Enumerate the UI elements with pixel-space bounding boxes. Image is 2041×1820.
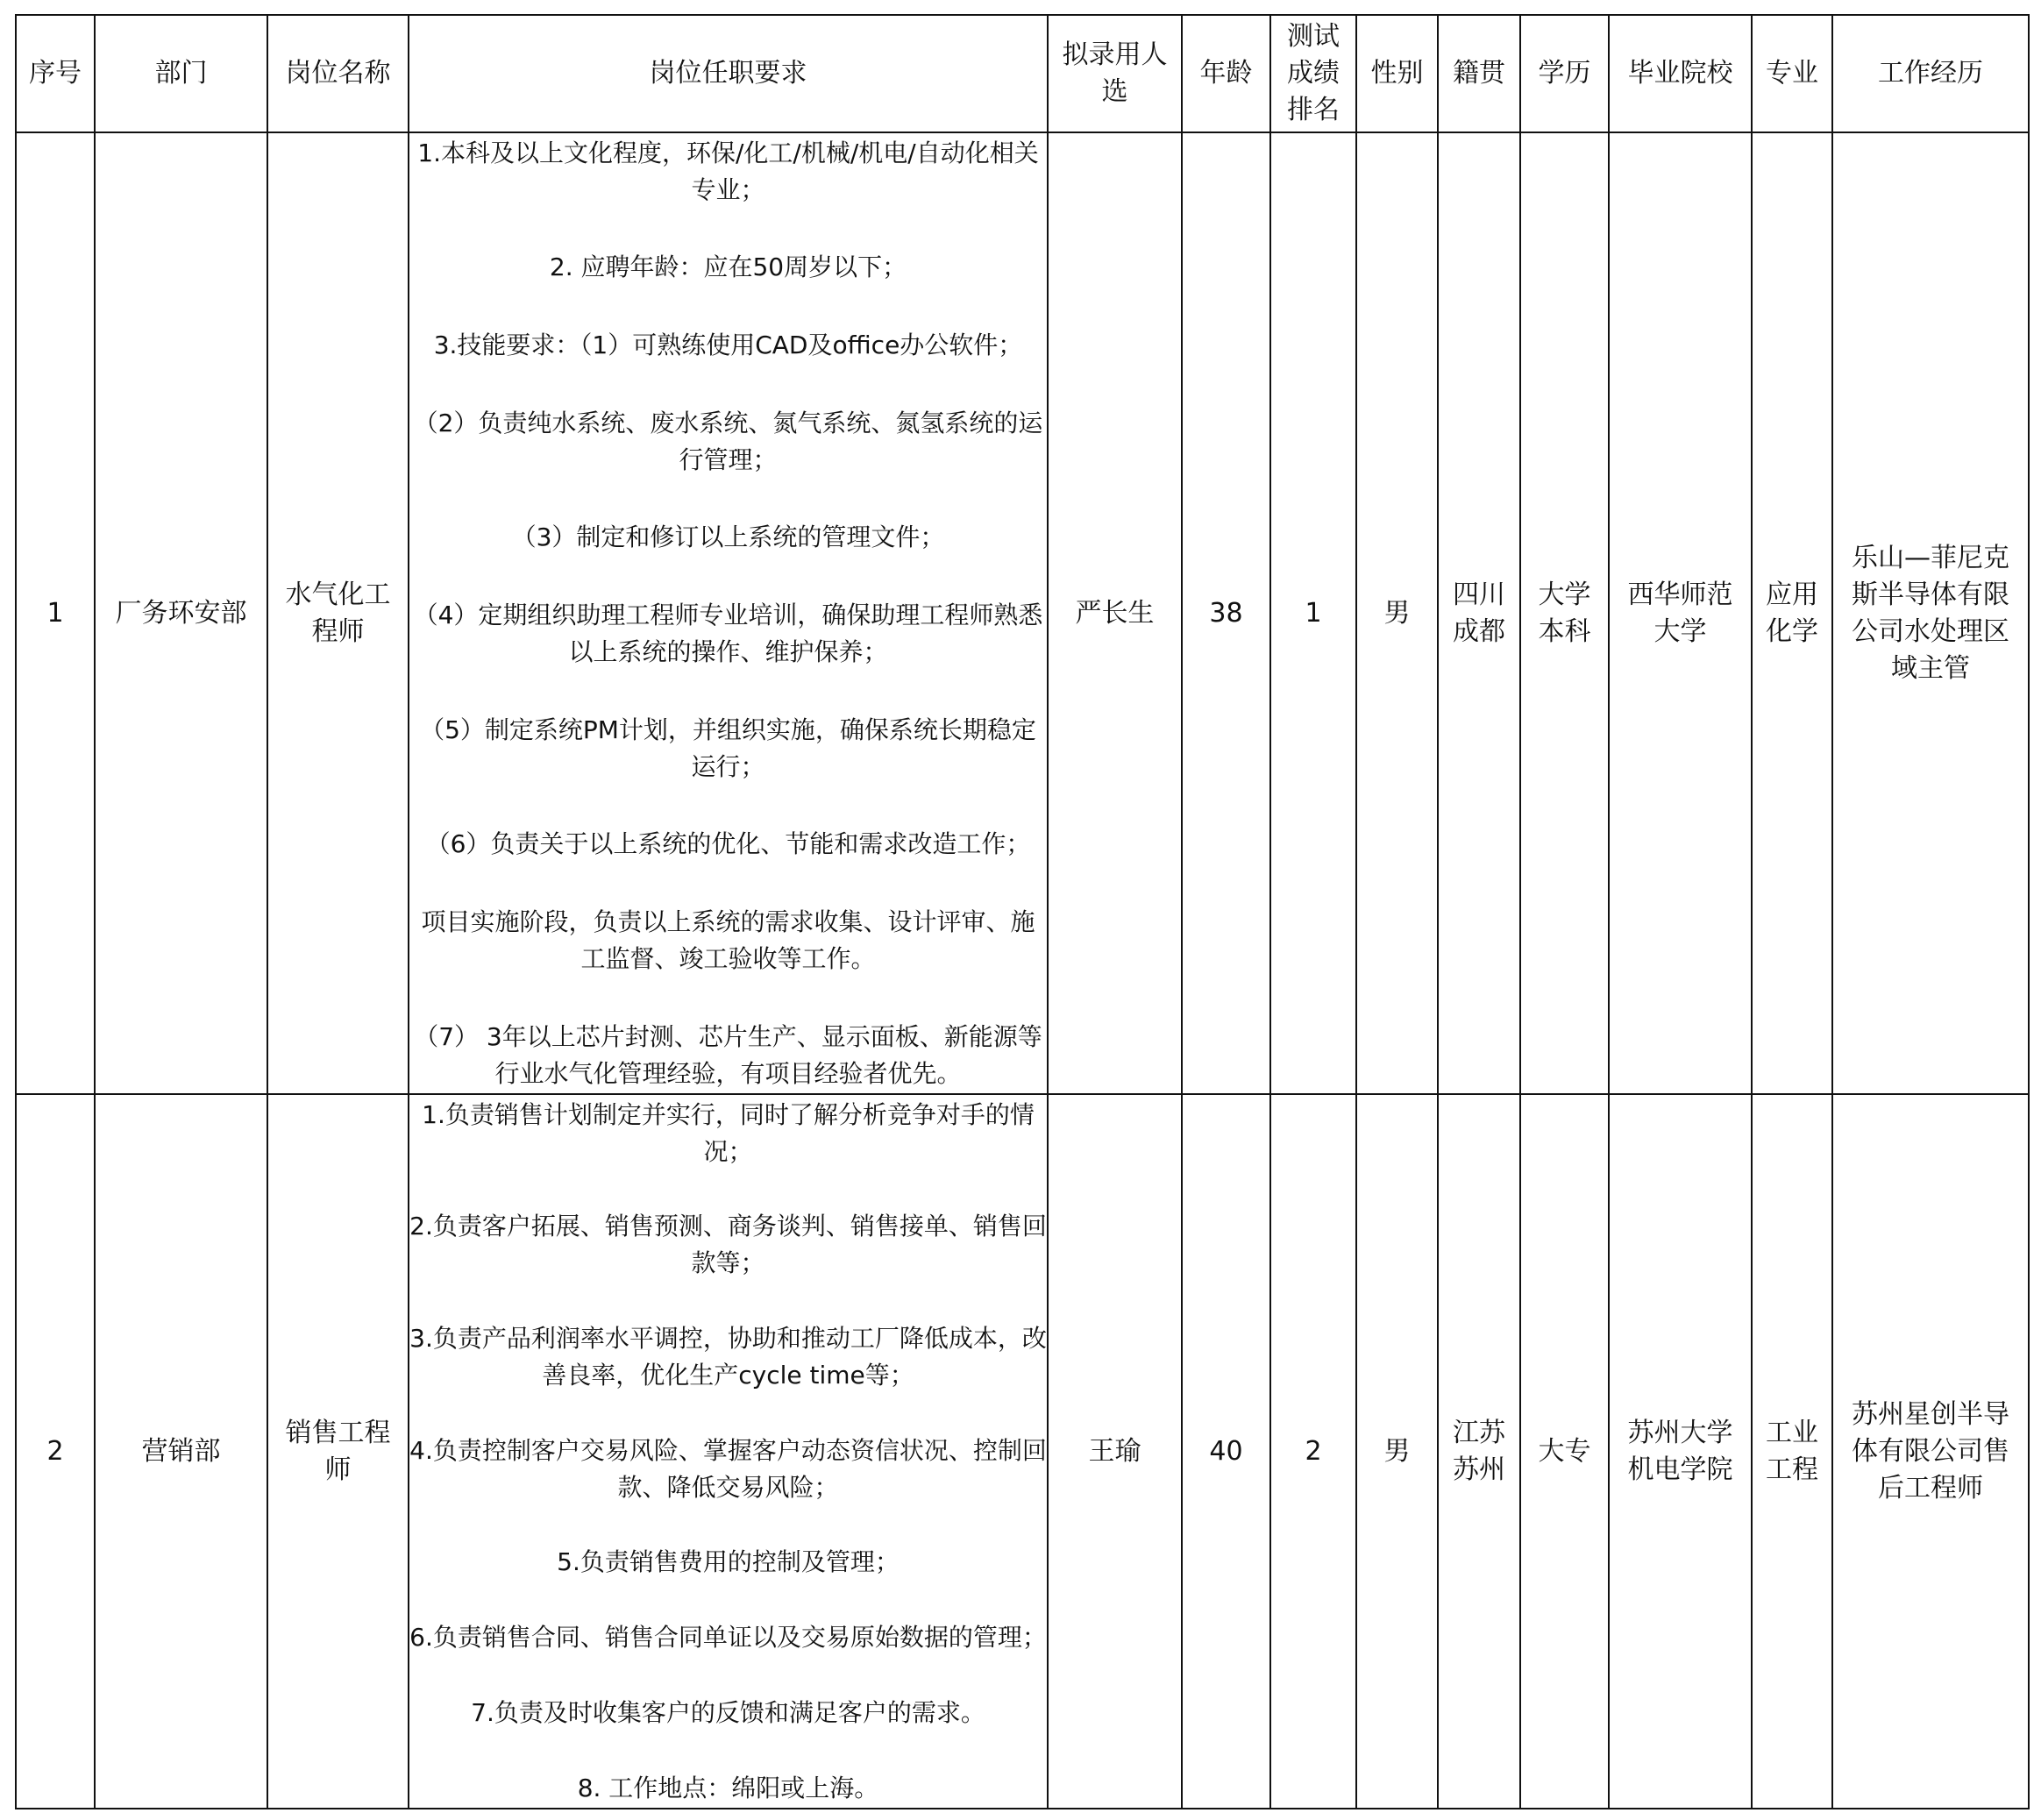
- requirement-item: 1.本科及以上文化程度，环保/化工/机械/机电/自动化相关专业；: [417, 138, 1039, 204]
- requirement-item: （4）定期组织助理工程师专业培训，确保助理工程师熟悉以上系统的操作、维护保养；: [413, 600, 1043, 666]
- requirement-item: （5）制定系统PM计划，并组织实施，确保系统长期稳定运行；: [420, 714, 1036, 781]
- cell-rank: 1: [1270, 132, 1356, 1094]
- origin-text: 江苏苏州: [1453, 1417, 1505, 1485]
- position-text: 水气化工程师: [285, 579, 391, 647]
- cell-dept: 营销部: [95, 1094, 267, 1809]
- cell-experience: [1832, 1094, 2029, 1809]
- cell-position: [267, 1094, 409, 1809]
- cell-candidate: 王瑜: [1048, 1094, 1182, 1809]
- header-cell-rank: [1270, 15, 1356, 132]
- requirement-item: 2. 应聘年龄：应在50周岁以下；: [549, 252, 907, 282]
- requirement-item: 8. 工作地点：绵阳或上海。: [577, 1773, 879, 1802]
- position-text: 销售工程师: [285, 1417, 391, 1485]
- requirement-item: 5.负责销售费用的控制及管理；: [557, 1547, 900, 1577]
- recruitment-table: [15, 14, 2030, 1809]
- requirement-item: 3.负责产品利润率水平调控，协助和推动工厂降低成本，改善良率，优化生产cycle time等；: [409, 1324, 1047, 1390]
- header-cell-gender: 性别: [1356, 15, 1438, 132]
- header-row: [16, 15, 2029, 132]
- header-cell-education: 学历: [1520, 15, 1609, 132]
- requirement-item: 4.负责控制客户交易风险、掌握客户动态资信状况、控制回款、降低交易风险；: [409, 1435, 1047, 1502]
- table-row: [16, 1094, 2029, 1809]
- requirement-item: 1.负责销售计划制定并实行，同时了解分析竞争对手的情况；: [422, 1099, 1035, 1166]
- cell-origin: [1438, 1094, 1520, 1809]
- requirements-list: [409, 135, 1047, 1092]
- header-cell-no: 序号: [16, 15, 95, 132]
- cell-origin: [1438, 132, 1520, 1094]
- school-text: 苏州大学机电学院: [1627, 1417, 1733, 1485]
- header-cell-major: 专业: [1752, 15, 1832, 132]
- requirements-list: [409, 1097, 1047, 1807]
- requirement-item: 7.负责及时收集客户的反馈和满足客户的需求。: [471, 1697, 985, 1727]
- requirement-item: （2）负责纯水系统、废水系统、氮气系统、氮氢系统的运行管理；: [413, 408, 1043, 474]
- education-text: 大学本科: [1538, 579, 1591, 647]
- cell-school: [1609, 132, 1752, 1094]
- table-row: [16, 132, 2029, 1094]
- cell-school: [1609, 1094, 1752, 1809]
- header-cell-dept: 部门: [95, 15, 267, 132]
- cell-education: 大专: [1520, 1094, 1609, 1809]
- cell-education: [1520, 132, 1609, 1094]
- header-candidate-text: 拟录用人选: [1062, 39, 1168, 108]
- major-text: 工业工程: [1766, 1417, 1818, 1485]
- cell-major: [1752, 132, 1832, 1094]
- header-cell-candidate: [1048, 15, 1182, 132]
- cell-dept: 厂务环安部: [95, 132, 267, 1094]
- header-cell-requirements: 岗位任职要求: [409, 15, 1048, 132]
- header-cell-experience: 工作经历: [1832, 15, 2029, 132]
- experience-text: 乐山—菲尼克斯半导体有限公司水处理区域主管: [1852, 542, 2009, 684]
- header-cell-school: 毕业院校: [1609, 15, 1752, 132]
- requirement-item: 2.负责客户拓展、销售预测、商务谈判、销售接单、销售回款等；: [409, 1212, 1047, 1278]
- origin-text: 四川成都: [1453, 579, 1505, 647]
- requirement-item: 项目实施阶段，负责以上系统的需求收集、设计评审、施工监督、竣工验收等工作。: [421, 906, 1035, 973]
- header-cell-age: 年龄: [1182, 15, 1270, 132]
- requirement-item: （3）制定和修订以上系统的管理文件；: [511, 523, 945, 552]
- school-text: 西华师范大学: [1627, 579, 1733, 647]
- requirement-item: （6）负责关于以上系统的优化、节能和需求改造工作；: [425, 829, 1031, 859]
- cell-age: 40: [1182, 1094, 1270, 1809]
- requirement-item: 6.负责销售合同、销售合同单证以及交易原始数据的管理；: [409, 1623, 1047, 1653]
- cell-candidate: 严长生: [1048, 132, 1182, 1094]
- cell-no: 2: [16, 1094, 95, 1809]
- cell-major: [1752, 1094, 1832, 1809]
- cell-rank: 2: [1270, 1094, 1356, 1809]
- cell-experience: [1832, 132, 2029, 1094]
- header-rank-text: 测试成绩排名: [1287, 21, 1340, 126]
- requirement-item: 3.技能要求：（1）可熟练使用CAD及office办公软件；: [433, 330, 1023, 359]
- cell-gender: 男: [1356, 132, 1438, 1094]
- cell-no: 1: [16, 132, 95, 1094]
- cell-requirements: [409, 132, 1048, 1094]
- major-text: 应用化学: [1766, 579, 1818, 647]
- cell-position: [267, 132, 409, 1094]
- cell-requirements: [409, 1094, 1048, 1809]
- cell-gender: 男: [1356, 1094, 1438, 1809]
- cell-age: 38: [1182, 132, 1270, 1094]
- header-cell-origin: 籍贯: [1438, 15, 1520, 132]
- experience-text: 苏州星创半导体有限公司售后工程师: [1852, 1398, 2009, 1504]
- requirement-item: （7） 3年以上芯片封测、芯片生产、显示面板、新能源等行业水气化管理经验，有项目经验者优先。: [414, 1021, 1042, 1088]
- header-cell-position: 岗位名称: [267, 15, 409, 132]
